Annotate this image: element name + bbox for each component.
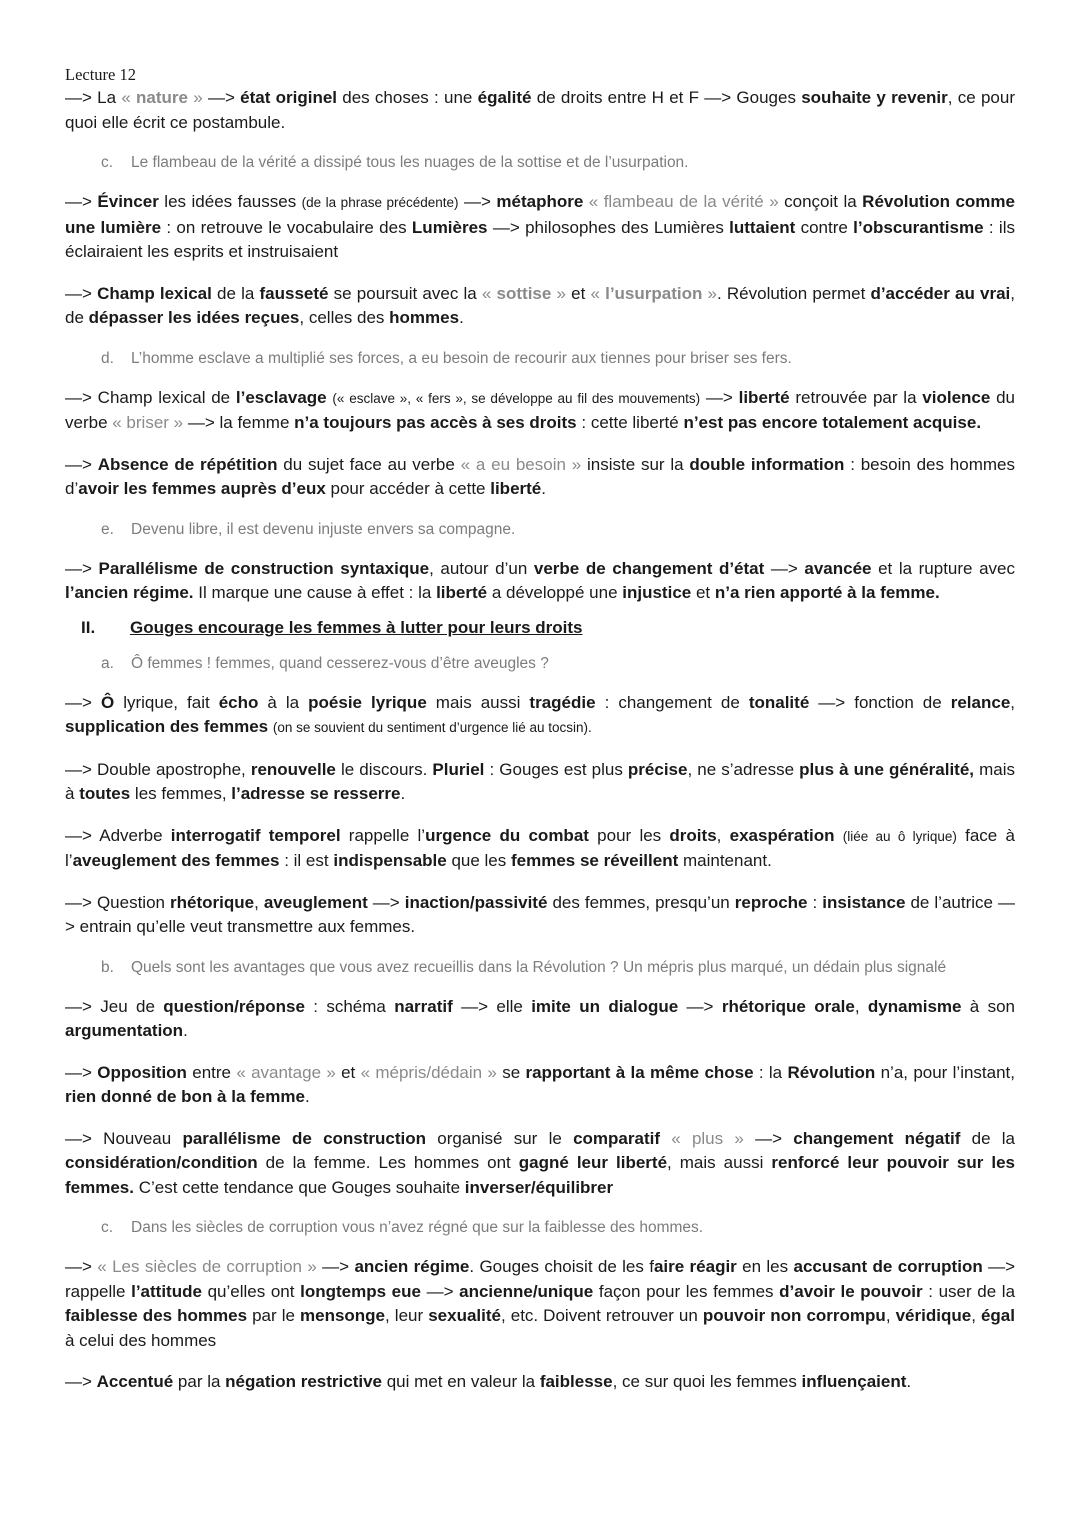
text-run: des choses : une [337,88,478,107]
keyword: rhétorique orale [721,996,855,1016]
text-run: et [691,583,715,602]
body-paragraph [65,1061,1015,1110]
body-paragraph [65,891,1015,940]
text-run: —> fonction de [809,692,951,712]
keyword: faiblesse des hommes [65,1306,248,1325]
keyword: femmes se réveillent [510,851,679,870]
section-number: II. [81,617,96,637]
text-run [660,1129,671,1148]
text-run: maintenant. [678,851,772,870]
keyword: précise [627,759,688,779]
keyword: injustice [622,583,692,602]
quote-letter: b. [101,958,114,976]
keyword: comparatif [573,1128,660,1148]
text-run: —> [458,192,497,211]
quoted-term: « [121,88,137,107]
text-run: , [854,996,868,1016]
text-run: . Gouges choisit de les f [469,1257,654,1276]
keyword: indispensable [333,851,447,870]
keyword: écho [218,692,259,712]
text-run [835,826,843,845]
text-run: du verbe [65,387,1015,432]
text-run: —> [65,1257,98,1276]
keyword: Lumières [411,217,488,237]
keyword: n’a rien apporté à la femme. [714,583,940,602]
text-run: et la rupture avec [871,558,1015,578]
quoted-term: « Les siècles de corruption » [97,1257,317,1276]
quote-letter: a. [101,654,114,672]
keyword: négation restrictive [225,1372,382,1391]
note-text: (on se souvient du sentiment d’urgence lié au tocsin). [272,720,592,735]
text-run: , ne s’adresse [687,759,800,779]
body-paragraph [65,386,1015,436]
keyword: Absence de répétition [97,454,278,474]
text-run: se [496,1062,526,1082]
text-run: façon pour les femmes [593,1281,780,1301]
keyword: souhaite y revenir [801,88,948,107]
quote-text: Quels sont les avantages que vous avez recueillis dans la Révolution ? Un mépris plus marqué, un dédain plus signalé [131,958,947,976]
keyword: hommes [389,308,460,327]
text-run: de droits entre H et F —> Gouges [531,88,802,107]
text-run: de la [211,283,260,303]
text-run: : user de la [922,1281,1016,1301]
text-run: se poursuit avec la [328,283,482,303]
keyword: égalité [477,88,532,107]
text-run: à son [961,996,1016,1016]
keyword: violence [922,387,991,407]
keyword: interrogatif temporel [170,825,341,845]
quote-text: Le flambeau de la vérité a dissipé tous les nuages de la sottise et de l’usurpation. [131,154,689,171]
body-paragraph [65,190,1015,265]
quoted-term: » [188,88,203,107]
text-run: . [459,308,464,327]
keyword: imite un dialogue [531,996,679,1016]
text-run: et [565,283,591,303]
quoted-term: « briser » [112,413,184,432]
text-run: de la [960,1128,1016,1148]
keyword: l’attitude [131,1281,202,1301]
keyword: Champ lexical [97,283,212,303]
body-paragraph [65,453,1015,502]
keyword: l’ancien régime. [65,583,194,602]
text-run: , [716,825,730,845]
quoted-term: « [481,283,497,303]
quoted-term: « avantage » [236,1062,336,1082]
keyword: argumentation [65,1021,184,1040]
quote-text: L’homme esclave a multiplié ses forces, a eu besoin de recourir aux tiennes pour briser ses fers. [131,349,792,367]
text-run: du sujet face au verbe [277,454,461,474]
text-run: , de [65,283,1015,327]
keyword: liberté [738,387,790,407]
quote-text: Dans les siècles de corruption vous n’avez régné que sur la faiblesse des hommes. [131,1219,704,1236]
text-run: . [304,1087,310,1106]
text-run: —> [678,996,722,1016]
keyword: tonalité [748,692,810,712]
keyword: luttaient [729,217,796,237]
text-run: retrouvée par la [789,387,923,407]
text-run: , mais aussi [667,1153,772,1172]
quote-text: Ô femmes ! femmes, quand cesserez-vous d’être aveugles ? [131,654,549,672]
body-paragraph [65,282,1015,331]
text-run: entre [186,1062,237,1082]
text-run: —> [316,1257,355,1276]
text-run: , autour d’un [429,558,534,578]
keyword: d’avoir le pouvoir [779,1281,923,1301]
keyword: liberté [490,479,542,498]
text-run: —> philosophes des Lumières [487,217,730,237]
text-run: , [885,1306,896,1325]
text-run: —> Champ lexical de [65,387,236,407]
text-run: C’est cette tendance que Gouges souhaite [133,1177,465,1197]
text-run: contre [795,217,854,237]
text-run: —> [420,1281,460,1301]
quote-letter: d. [101,349,114,367]
text-run: conçoit la [778,192,863,211]
keyword: insistance [822,892,906,912]
text-run: —> [65,692,101,712]
keyword: aire réagir [653,1257,737,1276]
quoted-term: « mépris/dédain » [360,1062,497,1082]
text-run: —> Double apostrophe, [65,759,251,779]
quoted-term: nature [136,88,189,107]
text-run: —> [65,558,99,578]
keyword: exaspération [729,825,835,845]
keyword: plus à une généralité, [799,759,975,779]
keyword: avancée [804,558,872,578]
keyword: aveuglement des femmes [72,851,280,870]
text-run: , [971,1306,981,1325]
quoted-term: » [551,283,566,303]
text-run: , [254,892,264,912]
body-paragraph [65,691,1015,741]
keyword: ancienne/unique [459,1281,594,1301]
text-run: insiste sur la [581,454,690,474]
body-paragraph [65,758,1015,807]
body-paragraph [65,1255,1015,1353]
note-text: (« esclave », « fers », se développe au fil des mouvements) [332,390,701,406]
keyword: Pluriel [432,759,485,779]
keyword: sexualité [428,1306,501,1325]
text-run: : [807,892,823,912]
keyword: reproche [734,892,808,912]
page-header: Lecture 12 [65,65,137,84]
text-run: . [906,1372,912,1391]
keyword: d’accéder au vrai [870,283,1011,303]
text-run: que les [446,851,511,870]
text-run: : on retrouve le vocabulaire des [161,217,412,237]
text-run: les idées fausses [158,192,302,211]
keyword: Accentué [96,1372,174,1391]
keyword: fausseté [259,283,329,303]
keyword: liberté [436,583,488,602]
keyword: dynamisme [867,996,962,1016]
text-run: Il marque une cause à effet : la [193,583,437,602]
keyword: n’est pas encore totalement acquise. [683,413,982,432]
keyword: aveuglement [263,892,368,912]
keyword: narratif [394,996,453,1016]
keyword: poésie lyrique [308,692,427,712]
keyword: rien donné de bon à la femme [65,1087,305,1106]
keyword: Ô [100,692,115,712]
section-heading [65,617,1015,639]
text-run: les femmes, [130,784,232,803]
text-run: de la femme. Les hommes ont [257,1153,519,1172]
text-run: et [335,1062,361,1082]
keyword: parallélisme de construction [182,1128,427,1148]
keyword: Parallélisme de construction syntaxique [98,558,430,578]
keyword: Révolution [787,1062,876,1082]
keyword: longtemps eue [300,1281,421,1301]
body-paragraph [65,1127,1015,1201]
quote-point-c2 [65,1217,1015,1239]
keyword: renouvelle [250,759,336,779]
quote-letter: c. [101,1219,114,1236]
text-run: —> rappelle [65,1257,1015,1301]
text-run: mais aussi [426,692,530,712]
quoted-term: « flambeau de la vérité » [588,192,779,211]
keyword: Opposition [97,1062,187,1082]
text-run: qui met en valeur la [382,1372,540,1391]
keyword: accusant de corruption [793,1257,983,1276]
quoted-term: « plus » [671,1128,744,1148]
text-run: —> [367,892,405,912]
quote-point-c [65,152,1015,174]
text-run: . [183,1021,188,1040]
text-run: : schéma [304,996,395,1016]
text-run: —> [743,1128,794,1148]
keyword: Évincer [97,192,159,211]
quote-point-b [65,957,1015,979]
text-run: , etc. Doivent retrouver un [500,1306,703,1325]
text-run: , [1010,692,1016,712]
keyword: relance [950,692,1011,712]
keyword: n’a toujours pas accès à ses droits [294,413,577,432]
keyword: état originel [240,88,338,107]
text-run: —> [65,1372,97,1391]
text-run: , leur [385,1306,429,1325]
keyword: l’adresse se resserre [231,784,401,803]
section-title: Gouges encourage les femmes à lutter pour leurs droits [130,617,583,637]
text-run: : besoin des hommes d’ [65,454,1015,498]
text-run: —> Adverbe [65,825,171,845]
keyword: égal [980,1306,1015,1325]
quote-text: Devenu libre, il est devenu injuste envers sa compagne. [131,520,516,538]
keyword: inaction/passivité [404,892,548,912]
body-paragraph [65,995,1015,1044]
text-run: à la [258,692,309,712]
quote-point-a [65,653,1015,675]
text-run: : Gouges est plus [484,759,628,779]
quoted-term: » [702,283,717,303]
text-run: de l’autrice —> entrain qu’elle veut transmettre aux femmes. [65,892,1015,936]
text-run: qu’elles ont [201,1281,301,1301]
text-run: —> [65,192,98,211]
keyword: considération/condition [65,1153,258,1172]
text-run: à celui des hommes [65,1330,217,1350]
text-run: . Révolution permet [717,283,871,303]
keyword: rhétorique [170,892,255,912]
keyword: double information [689,454,845,474]
quote-point-d [65,348,1015,370]
text-run: —> [65,1062,98,1082]
text-run: —> [700,387,739,407]
text-run: —> [65,454,98,474]
keyword: urgence du combat [425,825,589,845]
text-run: —> [764,558,805,578]
keyword: droits [669,825,717,845]
keyword: l’esclavage [235,387,327,407]
note-text: (de la phrase précédente) [301,195,459,210]
keyword: inverser/équilibrer [464,1177,614,1197]
keyword: véridique [895,1306,972,1325]
text-run: . [400,784,406,803]
quote-point-e [65,519,1015,541]
quoted-term: « [590,283,606,303]
text-run: —> Jeu de [65,996,164,1016]
text-run: face à l’ [65,825,1015,870]
text-run: —> Nouveau [65,1128,183,1148]
text-run: mais à [65,759,1015,803]
body-paragraph [65,1370,1015,1395]
text-run: : il est [279,851,334,870]
keyword: verbe de changement d’état [533,558,765,578]
text-run: pour accéder à cette [325,479,491,498]
quoted-term: « a eu besoin » [460,454,582,474]
text-run: a développé une [487,583,623,602]
keyword: dépasser les idées reçues [88,308,300,327]
text-run: le discours. [335,759,433,779]
keyword: l’obscurantisme [853,217,984,237]
text-run: —> [65,283,98,303]
text-run: —> Question [65,892,171,912]
keyword: influençaient [801,1372,907,1391]
keyword: toutes [79,784,131,803]
text-run: —> elle [452,996,532,1016]
keyword: pouvoir non corrompu [702,1306,886,1325]
keyword: supplication des femmes [65,717,269,736]
keyword: renforcé leur pouvoir sur les femmes. [65,1153,1016,1197]
text-run: , ce pour quoi elle écrit ce postambule. [65,88,1015,132]
text-run: : changement de [595,692,749,712]
quote-letter: c. [101,154,114,171]
keyword: Révolution comme une lumière [65,192,1015,237]
text-run: par le [247,1306,300,1325]
text-run: —> [202,88,241,107]
text-run: : ils éclairaient les esprits et instruisaient [65,217,1015,261]
keyword: mensonge [300,1306,386,1325]
text-run: , celles des [299,308,390,327]
text-run: : cette liberté [576,413,684,432]
text-run: en les [736,1257,794,1276]
body-paragraph [65,86,1015,135]
quote-letter: e. [101,520,114,538]
body-paragraph [65,557,1015,606]
text-run: : la [753,1062,788,1082]
keyword: ancien régime [354,1257,470,1276]
note-text: (liée au ô lyrique) [842,828,957,844]
keyword: avoir les femmes auprès d’eux [78,479,326,498]
text-run: lyrique, fait [114,692,219,712]
keyword: tragédie [529,692,596,712]
text-run: n’a, pour l’instant, [875,1062,1016,1082]
keyword: faiblesse [539,1372,613,1391]
keyword: métaphore [496,192,584,211]
text-run: pour les [588,825,670,845]
text-run: par la [173,1372,226,1391]
keyword: changement négatif [793,1128,961,1148]
text-run: —> la femme [183,413,295,432]
text-run: —> La [65,88,122,107]
body-paragraph [65,824,1015,874]
text-run: organisé sur le [426,1128,574,1148]
keyword: rapportant à la même chose [525,1062,754,1082]
quoted-term: l’usurpation [605,283,703,303]
keyword: gagné leur liberté [518,1153,668,1172]
keyword: question/réponse [163,996,305,1016]
text-run: rappelle l’ [340,825,426,845]
text-run: . [541,479,546,498]
text-run: des femmes, presqu’un [547,892,735,912]
text-run: , ce sur quoi les femmes [612,1372,802,1391]
quoted-term: sottise [496,283,552,303]
